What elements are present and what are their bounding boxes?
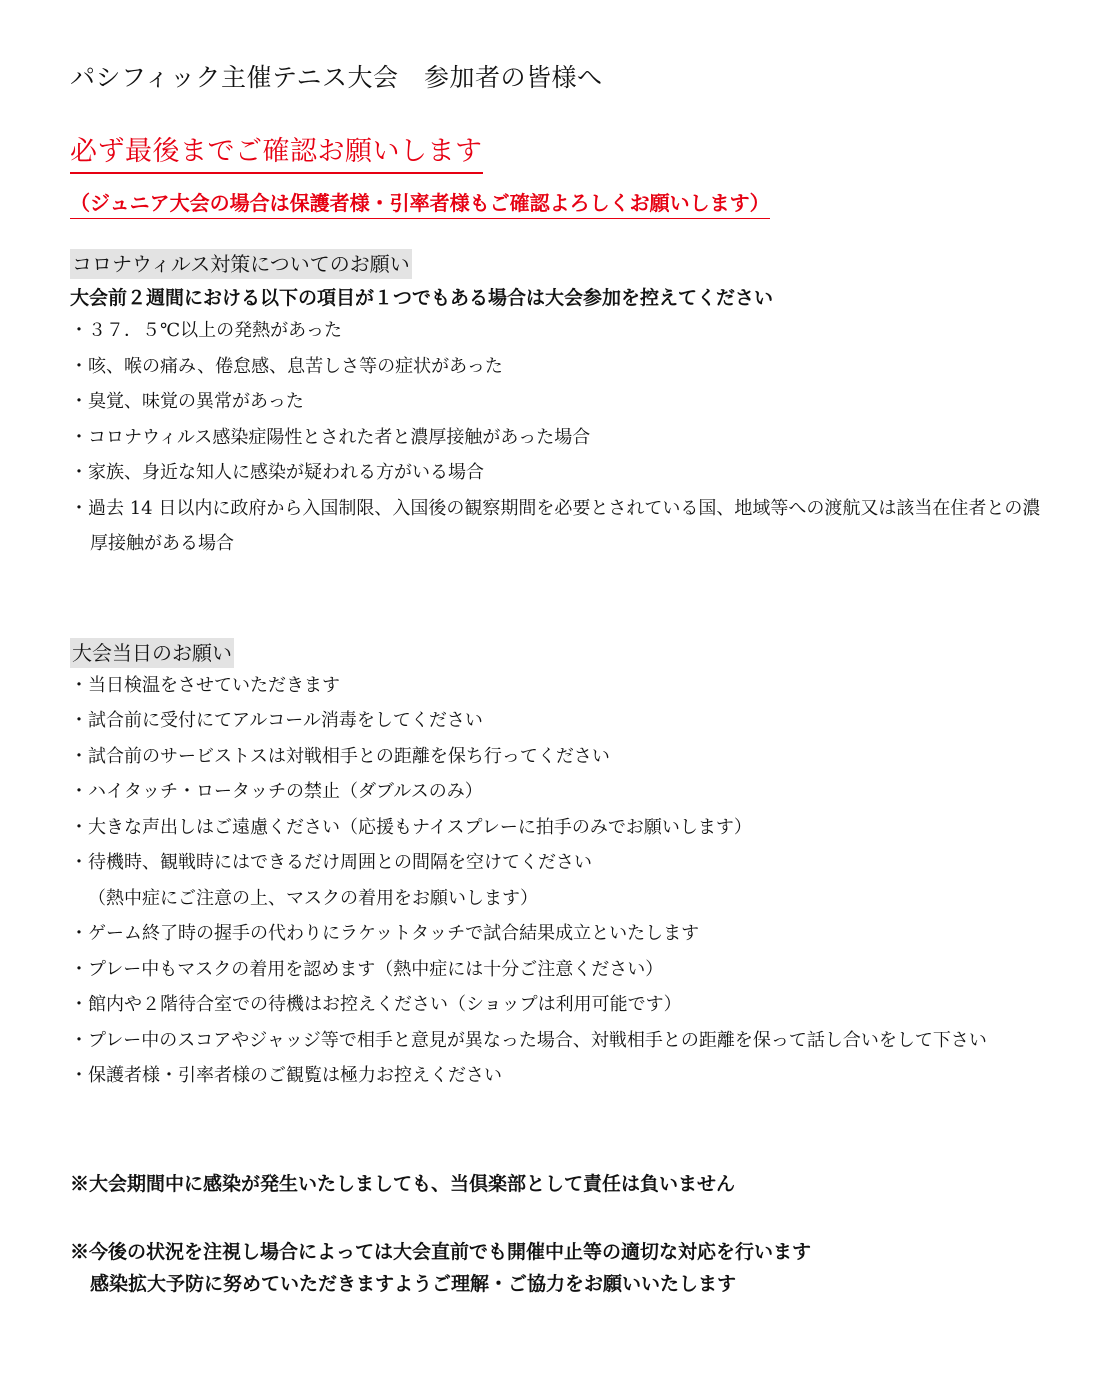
list-item: ・家族、身近な知人に感染が疑われる方がいる場合 xyxy=(70,462,484,483)
list-item: ・過去 14 日以内に政府から入国制限、入国後の観察期間を必要とされている国、地域等への渡航又は該当在住者との濃厚接触がある場合 xyxy=(70,497,1041,554)
list-item: ・臭覚、味覚の異常があった xyxy=(70,391,304,412)
list-item: ・当日検温をさせていただきます xyxy=(70,674,340,696)
list-item: ・プレー中のスコアやジャッジ等で相手と意見が異なった場合、対戦相手との距離を保って話し合いをして下さい xyxy=(70,1029,987,1051)
list-item: ・大きな声出しはご遠慮ください（応援もナイスプレーに拍手のみでお願いします） xyxy=(70,816,752,838)
corona-checklist xyxy=(70,313,1050,562)
list-item: ・試合前のサービストスは対戦相手との距離を保ち行ってください xyxy=(70,745,610,767)
list-item: ・待機時、観戦時にはできるだけ周囲との間隔を空けてください xyxy=(70,852,592,873)
corona-section-heading: コロナウィルス対策についてのお願い xyxy=(70,249,412,279)
list-item: ・咳、喉の痛み、倦怠感、息苦しさ等の症状があった xyxy=(70,355,503,377)
important-notice: 必ず最後までご確認お願いします xyxy=(70,132,483,174)
list-item: ・館内や２階待合室での待機はお控えください（ショップは利用可能です） xyxy=(70,994,682,1015)
list-item: ・ハイタッチ・ロータッチの禁止（ダブルスのみ） xyxy=(70,781,483,802)
list-item: ・ゲーム終了時の握手の代わりにラケットタッチで試合結果成立といたします xyxy=(70,923,700,944)
list-item: ・プレー中もマスクの着用を認めます（熱中症には十分ご注意ください） xyxy=(70,958,664,980)
event-day-requests xyxy=(70,668,1050,881)
liability-note: ※大会期間中に感染が発生いたしましても、当倶楽部として責任は負いません xyxy=(70,1172,736,1195)
list-item: ・３７．５℃以上の発熱があった xyxy=(70,320,342,341)
document-title: パシフィック主催テニス大会 参加者の皆様へ xyxy=(70,63,603,92)
junior-guardian-notice: （ジュニア大会の場合は保護者様・引率者様もご確認よろしくお願いします） xyxy=(70,188,770,219)
heatstroke-mask-note: （熱中症にご注意の上、マスクの着用をお願いします） xyxy=(88,887,538,909)
cooperation-note: 感染拡大予防に努めていただきますようご理解・ご協力をお願いいたします xyxy=(90,1272,737,1295)
notice-document xyxy=(70,58,1050,1300)
event-day-section xyxy=(70,638,1050,1094)
event-day-requests-continued xyxy=(70,916,1050,1094)
list-item: ・コロナウィルス感染症陽性とされた者と濃厚接触があった場合 xyxy=(70,426,591,448)
corona-section xyxy=(70,249,1050,562)
cancellation-note: ※今後の状況を注視し場合によっては大会直前でも開催中止等の適切な対応を行います xyxy=(70,1240,812,1263)
event-day-section-heading: 大会当日のお願い xyxy=(70,638,234,668)
list-item: ・保護者様・引率者様のご観覧は極力お控えください xyxy=(70,1065,502,1086)
list-item: ・試合前に受付にてアルコール消毒をしてください xyxy=(70,710,483,731)
corona-section-lead: 大会前２週間における以下の項目が１つでもある場合は大会参加を控えてください xyxy=(70,287,774,309)
